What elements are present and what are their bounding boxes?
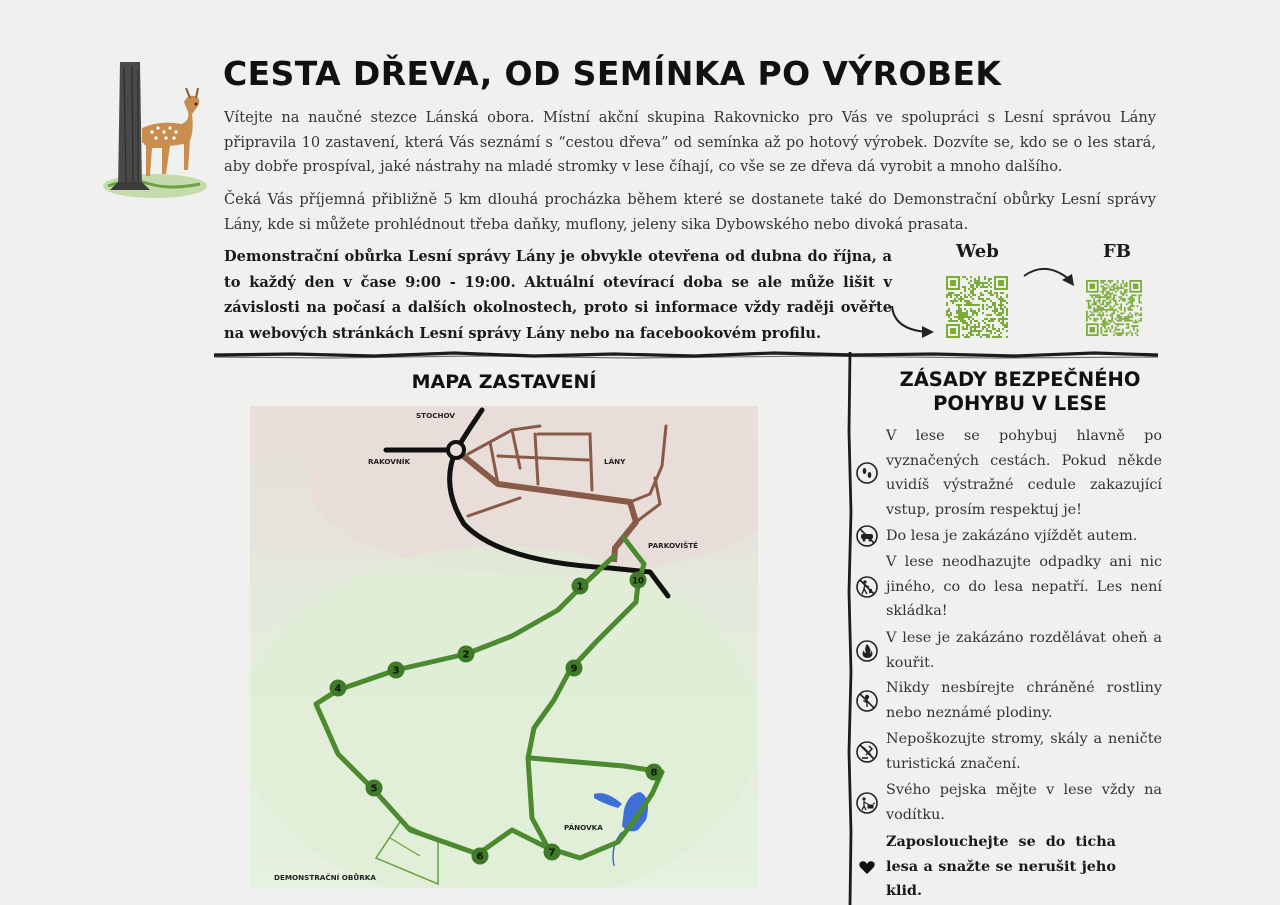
safety-rule-text: Nikdy nesbírejte chráněné rostliny nebo neznámé plodiny. <box>886 680 1162 721</box>
safety-rule-7 <box>856 778 1162 827</box>
no-car-icon <box>856 525 878 547</box>
deer-tree-illustration <box>100 58 210 200</box>
svg-text:7: 7 <box>548 847 556 859</box>
safety-rules-title <box>870 368 1170 416</box>
intro-paragraph: Vítejte na naučné stezce Lánská obora. Místní akční skupina Rakovnicko pro Vás ve spolupráci s Lesní správou Lány připravila 10 zastavení, která Vás seznámí s “cestou dřeva” od semínka až po hotový výrobek. Dozvíte se, kdo se o les stará, aby dobře prospíval, jaké nástrahy na mladé stromky v lese číhají, co vše se ze dřeva dá vyrobit a mnoho dalšího. <box>224 109 1156 175</box>
map-title: MAPA ZASTAVENÍ <box>411 371 597 393</box>
map-label-stochov: STOCHOV <box>416 411 455 420</box>
web-qr-label: Web <box>956 241 999 262</box>
trail-description: Čeká Vás příjemná přibližně 5 km dlouhá procházka během které se dostanete také do Demonstrační obůrky Lesní správy Lány, kde si můžete prohlédnout třeba daňky, muflony, jeleny sika Dybowského nebo divoká prasata. <box>224 191 1156 233</box>
map-stop-2 <box>458 646 475 663</box>
safety-rule-text: Do lesa je zakázáno vjíždět autem. <box>886 528 1138 544</box>
trail-map-drawing <box>250 406 758 888</box>
safety-rule-2 <box>856 524 1162 549</box>
safety-rules-title-line2: POHYBU V LESE <box>933 392 1107 415</box>
map-stop-10 <box>630 572 647 589</box>
safety-rule-3 <box>856 550 1162 624</box>
no-tree-damage-icon <box>856 741 878 763</box>
safety-rule-5 <box>856 676 1162 725</box>
opening-hours-notice: Demonstrační obůrka Lesní správy Lány je obvykle otevřena od dubna do října, a to každý den v čase 9:00 - 19:00. Aktuální otevírací doba se ale může lišit v závislosti na počasí a dalších okolnostech, proto si informace vždy raději ověřte na webových stránkách Lesní správy Lány nebo na facebookovém profilu. <box>224 248 892 342</box>
map-stop-6 <box>472 848 489 865</box>
svg-text:5: 5 <box>370 783 378 795</box>
svg-text:1: 1 <box>576 581 584 593</box>
map-label-lany: LÁNY <box>604 457 626 466</box>
heart-icon <box>856 856 878 878</box>
safety-rule-text: V lese se pohybuj hlavně po vyznačených cestách. Pokud někde uvidíš výstražné cedule zakazující vstup, prosím respektuj je! <box>886 428 1162 518</box>
svg-text:3: 3 <box>392 665 400 677</box>
dog-leash-icon <box>856 792 878 814</box>
map-stop-9 <box>566 660 583 677</box>
facebook-qr-code[interactable] <box>1086 280 1142 336</box>
map-stop-7 <box>544 844 561 861</box>
svg-text:2: 2 <box>462 649 470 661</box>
no-littering-icon <box>856 576 878 598</box>
safety-rule-text: Svého pejska mějte v lese vždy na vodítku. <box>886 782 1162 823</box>
safety-rule-8 <box>856 830 1116 904</box>
map-stop-5 <box>366 780 383 797</box>
page-title: CESTA DŘEVA, OD SEMÍNKA PO VÝROBEK <box>223 54 1002 93</box>
no-picking-plants-icon <box>856 690 878 712</box>
safety-rule-4 <box>856 626 1162 675</box>
fire-icon <box>856 640 878 662</box>
trail-map <box>250 406 758 888</box>
safety-rule-text: V lese je zakázáno rozdělávat oheň a kouřit. <box>886 630 1162 671</box>
web-qr-code[interactable] <box>946 276 1008 338</box>
svg-text:10: 10 <box>632 576 644 587</box>
arrow-to-fb-qr-icon <box>1020 262 1080 292</box>
safety-rule-6 <box>856 727 1162 776</box>
map-stop-3 <box>388 662 405 679</box>
safety-rules-title-line1: ZÁSADY BEZPEČNÉHO <box>899 368 1141 391</box>
map-stop-4 <box>330 680 347 697</box>
map-label-panovka: PÁNOVKA <box>564 823 603 832</box>
arrow-to-web-qr-icon <box>888 300 940 340</box>
vertical-divider <box>844 352 856 905</box>
map-label-oburka: DEMONSTRAČNÍ OBŮRKA <box>274 873 376 882</box>
fb-qr-label: FB <box>1103 241 1131 262</box>
svg-text:9: 9 <box>570 663 578 675</box>
safety-rule-1 <box>856 424 1162 522</box>
horizontal-divider <box>214 348 1158 362</box>
map-stop-8 <box>646 764 663 781</box>
map-stop-1 <box>572 578 589 595</box>
map-label-parkoviste: PARKOVIŠTĚ <box>648 541 699 550</box>
safety-rule-text: V lese neodhazujte odpadky ani nic jiného, co do lesa nepatří. Les není skládka! <box>886 554 1162 619</box>
map-label-rakovnik: RAKOVNÍK <box>368 457 411 466</box>
footsteps-icon <box>856 462 878 484</box>
svg-text:8: 8 <box>650 767 658 779</box>
svg-text:6: 6 <box>476 851 484 863</box>
safety-rule-text: Nepoškozujte stromy, skály a neničte turistická značení. <box>886 731 1162 772</box>
svg-text:4: 4 <box>334 683 342 695</box>
safety-rule-text: Zaposlouchejte se do ticha lesa a snažte se nerušit jeho klid. <box>886 833 1116 899</box>
